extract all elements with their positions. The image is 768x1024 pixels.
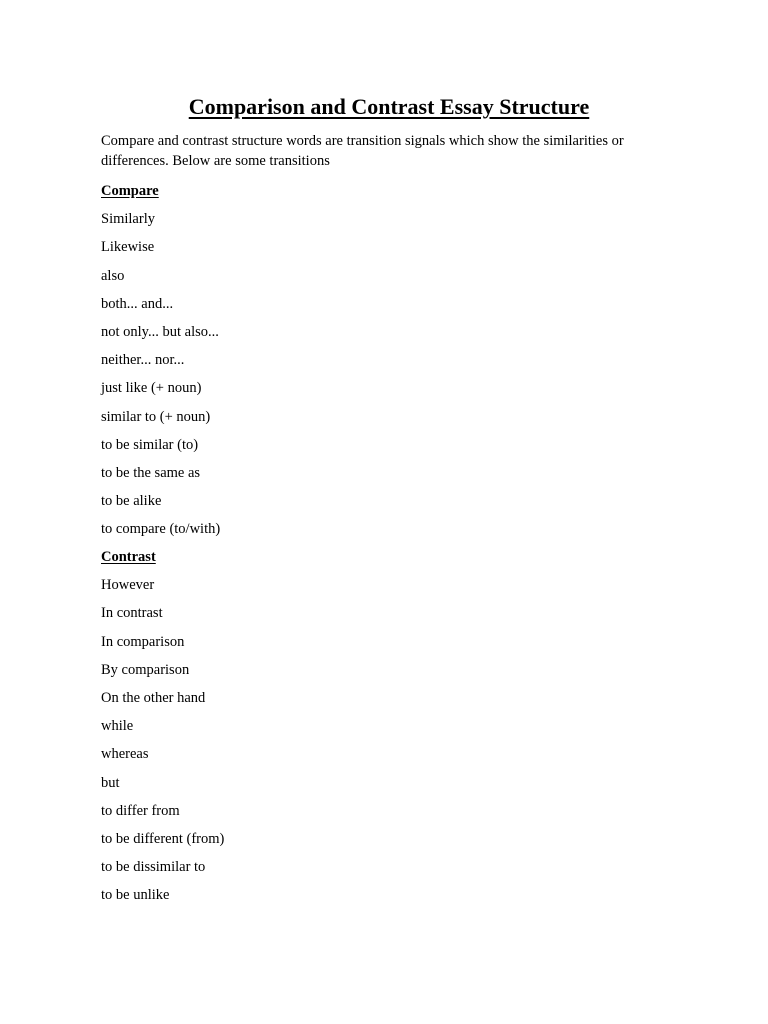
compare-item: Similarly [101, 211, 155, 228]
compare-item: neither... nor... [101, 352, 185, 369]
compare-item: similar to (+ noun) [101, 408, 211, 425]
contrast-item: In contrast [101, 605, 163, 622]
contrast-item: However [101, 577, 155, 594]
page-title: Comparison and Contrast Essay Structure [188, 94, 590, 119]
compare-item: to be similar (to) [101, 436, 199, 453]
compare-section [101, 181, 220, 547]
compare-item: to compare (to/with) [101, 521, 221, 538]
contrast-item: to be different (from) [101, 830, 225, 847]
compare-item: to be alike [101, 493, 162, 510]
compare-item: not only... but also... [101, 323, 219, 340]
contrast-item: By comparison [101, 661, 190, 678]
contrast-item: On the other hand [101, 689, 206, 706]
compare-heading: Compare [101, 183, 159, 199]
contrast-item: while [101, 718, 134, 735]
contrast-item: to differ from [101, 802, 180, 819]
compare-item: to be the same as [101, 464, 201, 481]
contrast-item: but [101, 774, 120, 791]
contrast-item: whereas [101, 746, 149, 763]
contrast-item: In comparison [101, 633, 185, 650]
contrast-heading: Contrast [101, 549, 156, 565]
compare-item: also [101, 267, 125, 284]
compare-item: just like (+ noun) [101, 380, 202, 397]
compare-item: both... and... [101, 295, 174, 312]
intro-paragraph: Compare and contrast structure words are transition signals which show the similarities or differences. Below are some transitions [101, 133, 624, 169]
compare-item: Likewise [101, 239, 155, 256]
contrast-item: to be unlike [101, 887, 170, 904]
contrast-item: to be dissimilar to [101, 859, 206, 876]
contrast-section [101, 547, 224, 913]
